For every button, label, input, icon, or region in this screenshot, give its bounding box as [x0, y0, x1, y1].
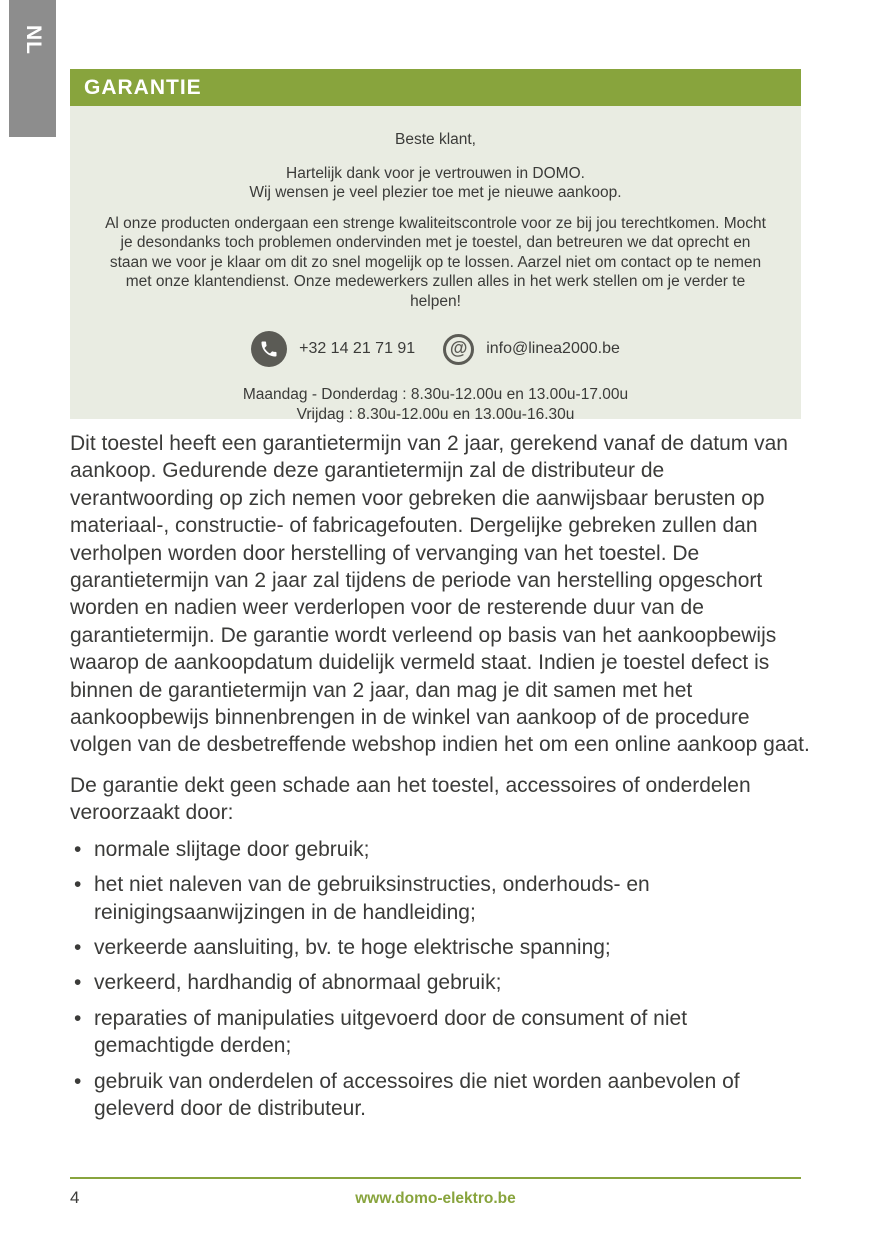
phone-icon	[251, 331, 287, 367]
email-at-icon: @	[443, 334, 474, 365]
page-title: GARANTIE	[84, 75, 202, 99]
quality-paragraph: Al onze producten ondergaan een strenge kwaliteitscontrole voor ze bij jou terechtkomen. Mocht je desondanks toch problemen ondervinden met je toestel, dan betreuren we dat oprecht en staan we voor je klaar om dit zo snel mogelijk op te lossen. Aarzel niet om contact op te nemen met onze klantendienst. Onze medewerkers zullen alles in het werk stellen om je verder te helpen!	[105, 214, 766, 310]
phone-contact	[251, 331, 415, 367]
list-item: • gebruik van onderdelen of accessoires die niet worden aanbevolen of geleverd door de distributeur.	[70, 1068, 812, 1123]
hours-line-1: Maandag - Donderdag : 8.30u-12.00u en 13.00u-17.00u	[242, 386, 629, 403]
footer-divider	[70, 1177, 801, 1179]
salutation-text: Beste klant,	[395, 131, 476, 148]
thanks-line-1: Hartelijk dank voor je vertrouwen in DOMO.	[286, 164, 585, 182]
email-address: info@linea2000.be	[486, 340, 620, 358]
exclusions-list	[70, 836, 812, 1123]
list-item: • het niet naleven van de gebruiksinstructies, onderhouds- en reinigingsaanwijzingen in de handleiding;	[70, 871, 812, 926]
page-number: 4	[70, 1188, 80, 1207]
warranty-body	[70, 430, 812, 1130]
language-tab	[9, 0, 56, 137]
contact-row	[100, 331, 771, 367]
language-tab-label: NL	[21, 25, 45, 55]
thanks-line-2: Wij wensen je veel plezier toe met je nieuwe aankoop.	[249, 184, 622, 201]
hours-line-2: Vrijdag : 8.30u-12.00u en 13.00u-16.30u	[296, 405, 575, 423]
list-item: • verkeerde aansluiting, bv. te hoge elektrische spanning;	[70, 934, 812, 961]
list-item: • verkeerd, hardhandig of abnormaal gebruik;	[70, 969, 812, 996]
customer-info-box	[70, 106, 801, 423]
exclusions-intro: De garantie dekt geen schade aan het toestel, accessoires of onderdelen veroorzaakt door:	[70, 773, 751, 825]
email-contact	[443, 334, 620, 365]
opening-hours	[100, 385, 771, 424]
list-item: • normale slijtage door gebruik;	[70, 836, 812, 863]
footer-website: www.domo-elektro.be	[355, 1190, 516, 1207]
warranty-paragraph: Dit toestel heeft een garantietermijn van 2 jaar, gerekend vanaf de datum van aankoop. Gedurende deze garantietermijn zal de distributeur de verantwoording op zich nemen voor gebreken die aanwijsbaar berusten op materiaal-, constructie- of fabricagefouten. Dergelijke gebreken zullen dan verholpen worden door herstelling of vervanging van het toestel. De garantietermijn van 2 jaar zal tijdens de periode van herstelling opgeschort worden en nadien weer verderlopen voor de resterende duur van de garantietermijn. De garantie wordt verleend op basis van het aankoopbewijs waarop de aankoopdatum duidelijk vermeld staat. Indien je toestel defect is binnen de garantietermijn van 2 jaar, dan mag je dit samen met het aankoopbewijs binnenbrengen in de winkel van aankoop of de procedure volgen van de desbetreffende webshop indien het om een online aankoop gaat.	[70, 432, 810, 757]
phone-number: +32 14 21 71 91	[299, 340, 416, 358]
list-item: • reparaties of manipulaties uitgevoerd door de consument of niet gemachtigde derden;	[70, 1005, 812, 1060]
section-header	[70, 69, 801, 106]
